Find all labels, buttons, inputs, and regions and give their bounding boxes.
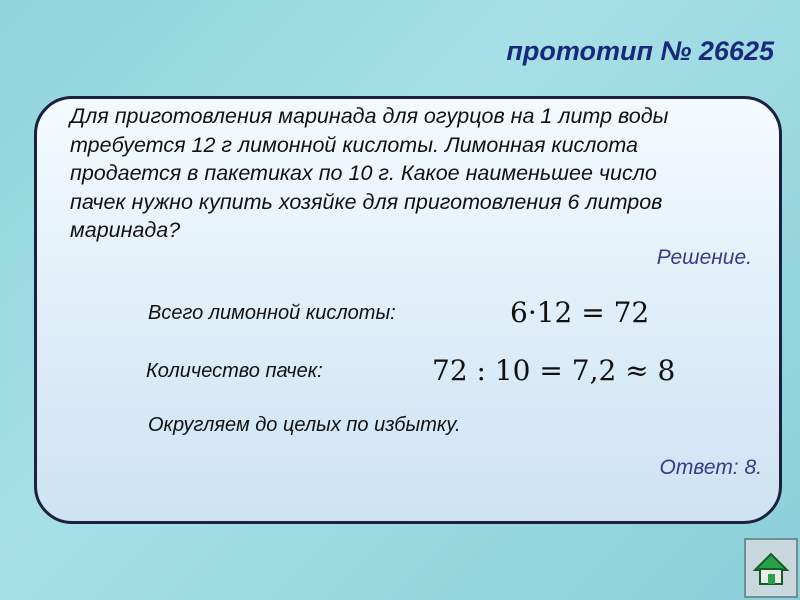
step2-formula: 72 : 10 = 7,2 ≈ 8	[432, 354, 676, 387]
problem-line: Для приготовления маринада для огурцов на 1 литр воды	[70, 104, 669, 128]
solution-label: Решение.	[656, 246, 752, 269]
home-icon	[751, 548, 791, 588]
page-title: прототип № 26625	[506, 36, 774, 66]
step2-label: Количество пачек:	[146, 360, 323, 382]
home-button[interactable]	[744, 538, 798, 598]
step1-formula: 6·12 = 72	[510, 296, 650, 329]
rounding-note: Округляем до целых по избытку.	[148, 414, 461, 436]
step1-label: Всего лимонной кислоты:	[148, 302, 396, 324]
problem-line: продается в пакетиках по 10 г. Какое наименьшее число	[70, 161, 657, 185]
problem-line: маринада?	[70, 218, 181, 242]
problem-line: пачек нужно купить хозяйке для приготовления 6 литров	[70, 189, 663, 214]
answer: Ответ: 8.	[659, 456, 762, 479]
problem-line: требуется 12 г лимонной кислоты. Лимонная кислота	[70, 132, 638, 157]
problem-text	[70, 102, 770, 245]
